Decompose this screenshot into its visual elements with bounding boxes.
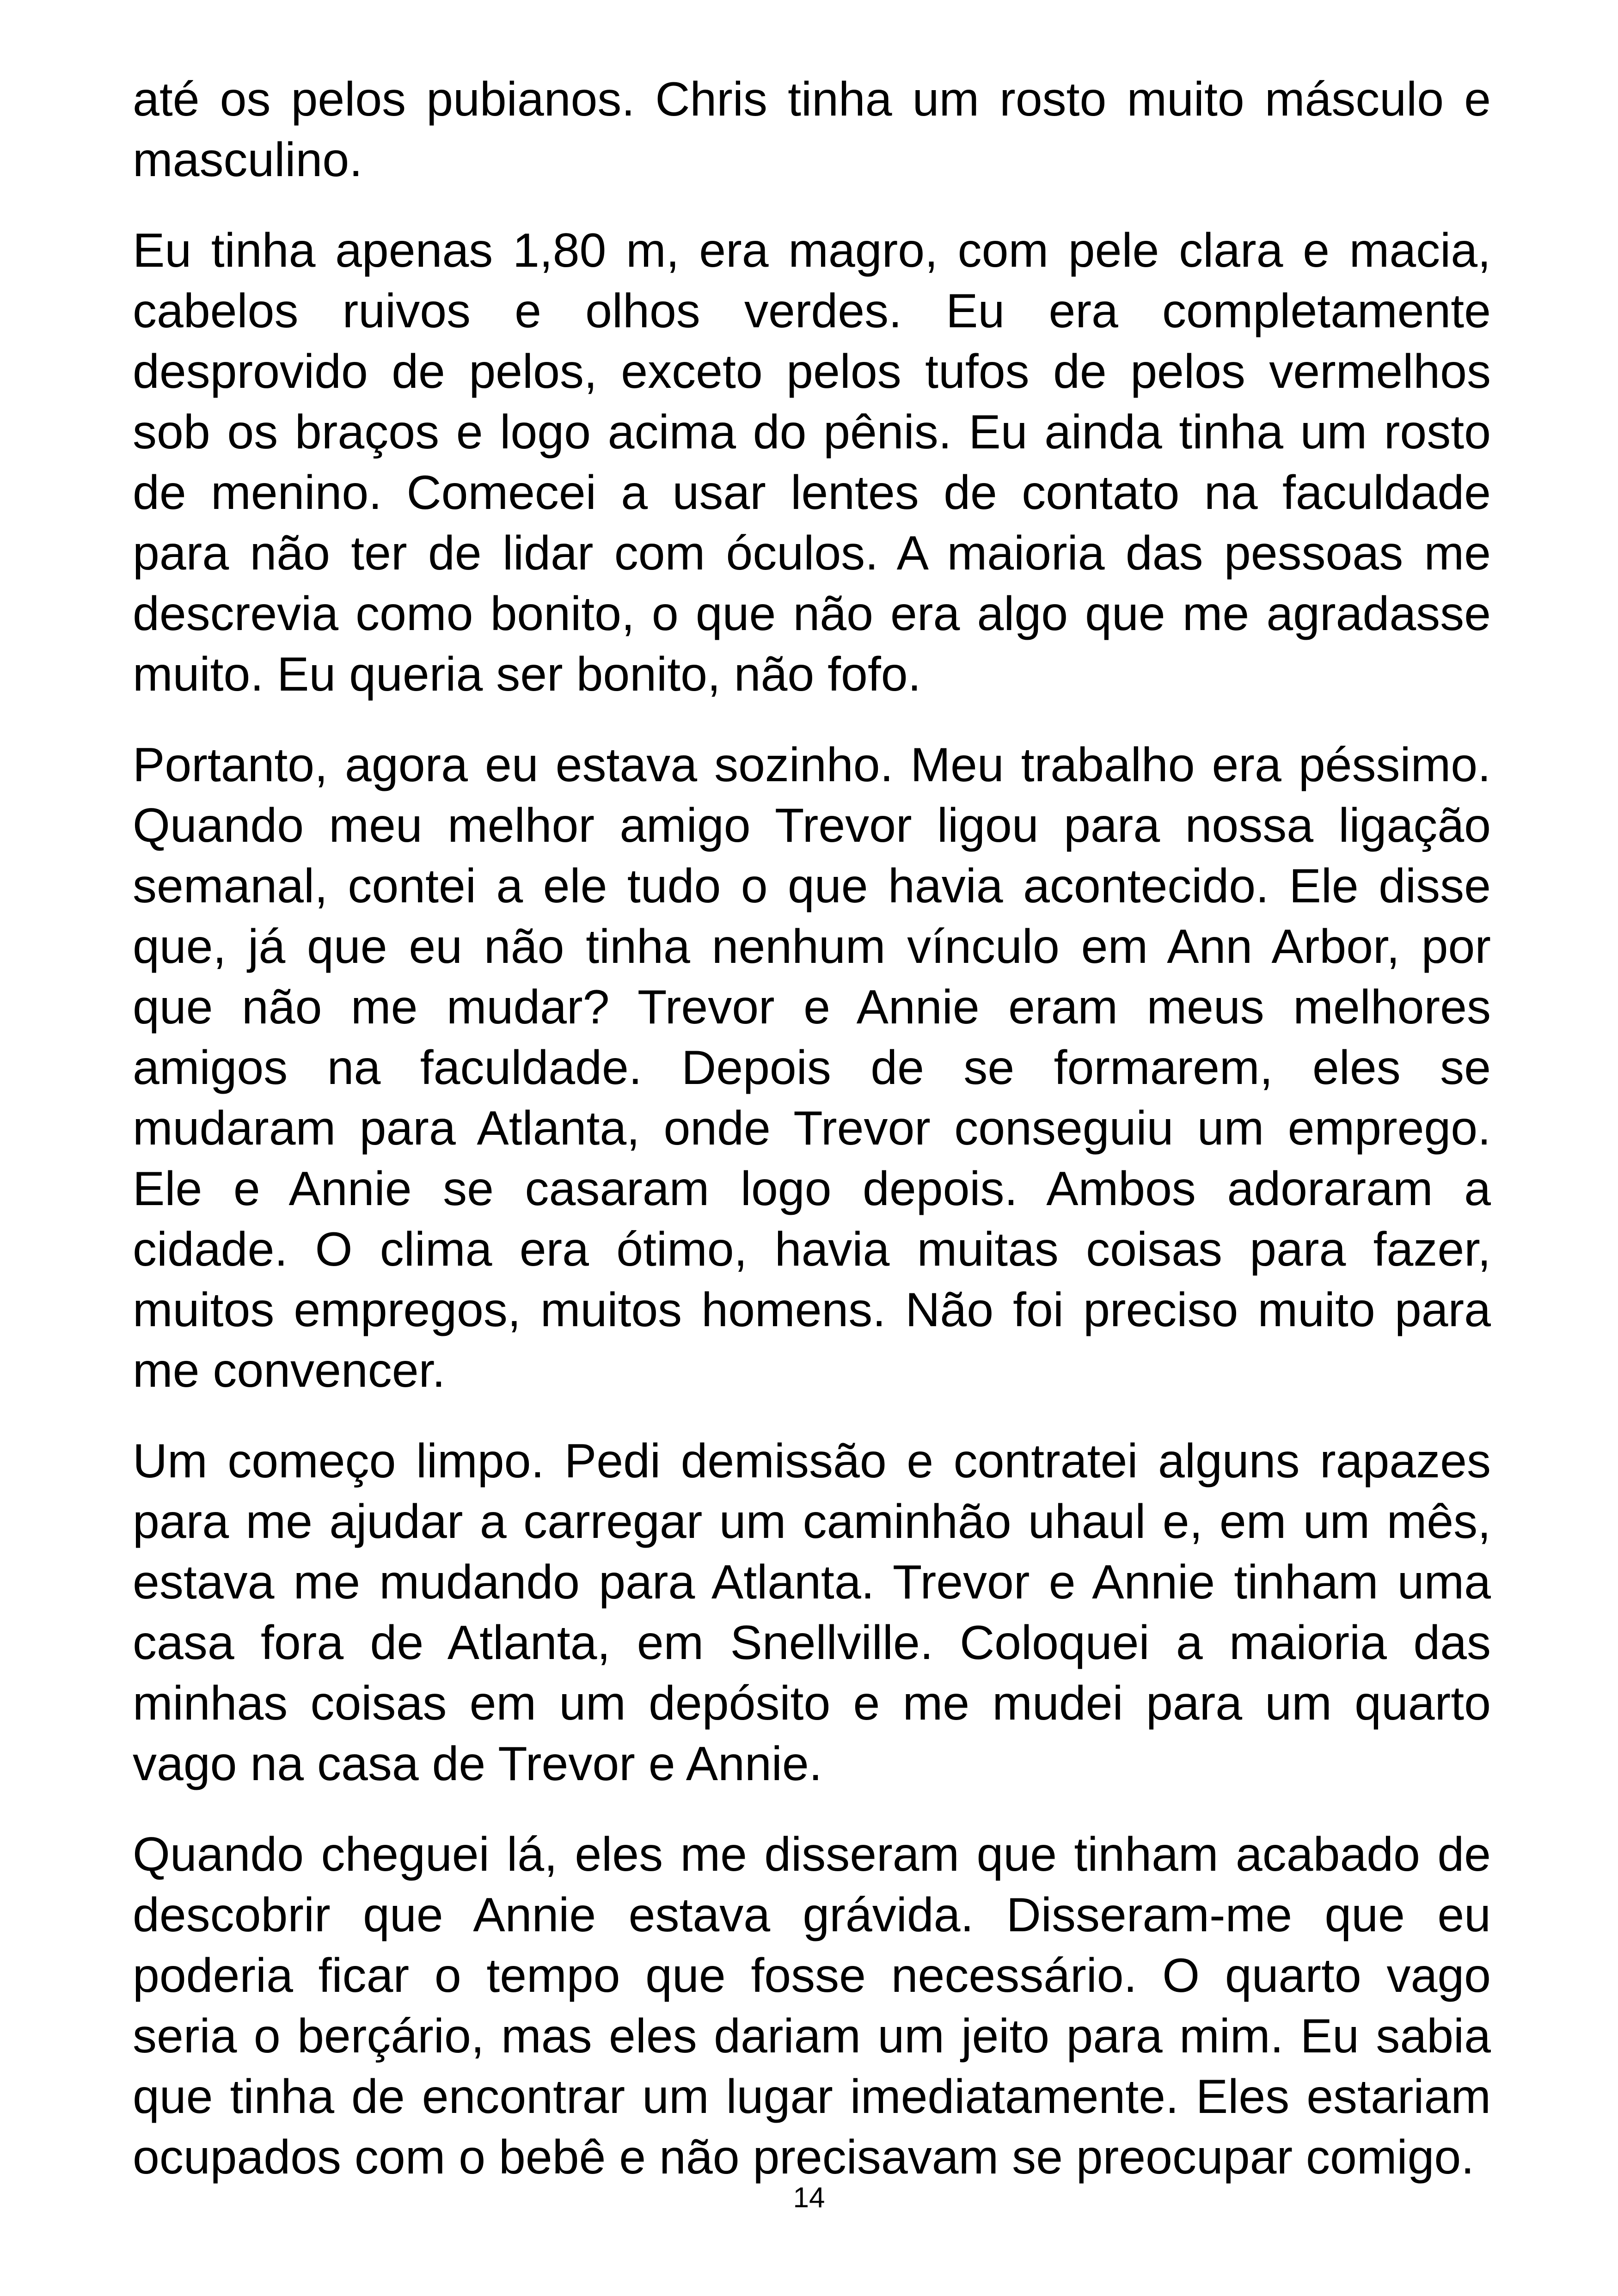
paragraph-3: Portanto, agora eu estava sozinho. Meu trabalho era péssimo. Quando meu melhor amigo Trevor ligou para nossa ligação semanal, contei a ele tudo o que havia acontecido. Ele disse que, já que eu não tinha nenhum vínculo em Ann Arbor, por que não me mudar? Trevor e Annie eram meus melhores amigos na faculdade. Depois de se formarem, eles se mudaram para Atlanta, onde Trevor conseguiu um emprego. Ele e Annie se casaram logo depois. Ambos adoraram a cidade. O clima era ótimo, havia muitas coisas para fazer, muitos empregos, muitos homens. Não foi preciso muito para me convencer. — [133, 738, 1491, 1397]
paragraph-5: Quando cheguei lá, eles me disseram que tinham acabado de descobrir que Annie estava grávida. Disseram-me que eu poderia ficar o tempo que fosse necessário. O quarto vago seria o berçário, mas eles dariam um jeito para mim. Eu sabia que tinha de encontrar um lugar imediatamente. Eles estariam ocupados com o bebê e não precisavam se preocupar comigo. — [133, 1828, 1491, 2184]
page-number: 14 — [793, 2182, 825, 2214]
paragraph-2: Eu tinha apenas 1,80 m, era magro, com pele clara e macia, cabelos ruivos e olhos verdes. Eu era completamente desprovido de pelos, exceto pelos tufos de pelos vermelhos sob os braços e logo acima do pênis. Eu ainda tinha um rosto de menino. Comecei a usar lentes de contato na faculdade para não ter de lidar com óculos. A maioria das pessoas me descrevia como bonito, o que não era algo que me agradasse muito. Eu queria ser bonito, não fofo. — [133, 224, 1491, 701]
paragraph-1: até os pelos pubianos. Chris tinha um rosto muito másculo e masculino. — [133, 73, 1491, 187]
paragraph-4: Um começo limpo. Pedi demissão e contratei alguns rapazes para me ajudar a carregar um caminhão uhaul e, em um mês, estava me mudando para Atlanta. Trevor e Annie tinham uma casa fora de Atlanta, em Snellville. Coloquei a maioria das minhas coisas em um depósito e me mudei para um quarto vago na casa de Trevor e Annie. — [133, 1434, 1491, 1791]
body-text — [133, 69, 1491, 2218]
